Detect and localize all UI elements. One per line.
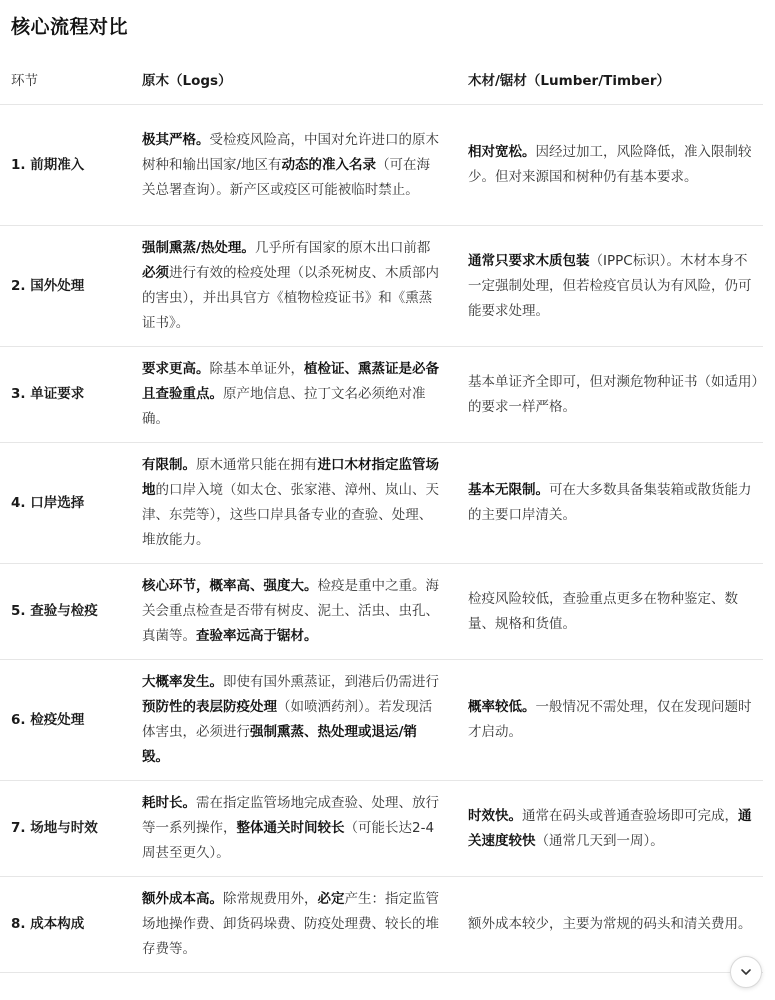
emphasis-text: 大概率发生。 [142,674,223,690]
body-text: 原产地信息、拉丁文名必须绝对准确。 [142,386,426,427]
body-text: 产生：指定监管场地操作费、卸货码垛费、防疫处理费、较长的堆存费等。 [142,891,439,957]
comparison-table [0,54,763,973]
emphasis-text: 强制熏蒸、热处理或退运/销毁。 [142,724,417,765]
logs-cell [131,877,457,973]
body-text: 受检疫风险高，中国对允许进口的原木树种和输出国家/地区有 [142,131,439,173]
lumber-cell [457,660,763,781]
emphasis-text: 通关速度较快 [468,807,752,849]
body-text: 进行有效的检疫处理（以杀死树皮、木质部内的害虫），并出具官方《植物检疫证书》和《熏蒸证书》。 [142,265,439,331]
stage-cell: 8. 成本构成 [0,877,131,973]
table-row [0,781,763,877]
body-text: 额外成本较少，主要为常规的码头和清关费用。 [468,916,752,932]
body-text: 可在大多数具备集装箱或散货能力的主要口岸清关。 [468,482,752,523]
logs-cell [131,347,457,443]
body-text: （IPPC标识）。木材本身不一定强制处理，但若检疫官员认为有风险，仍可能要求处理。 [468,252,752,319]
column-header-lumber: 木材/锯材（Lumber/Timber） [457,54,763,105]
table-row [0,564,763,660]
emphasis-text: 必须 [142,265,169,281]
body-text: 除常规费用外， [223,891,318,907]
body-text: 几乎所有国家的原木出口前都 [254,240,431,256]
lumber-cell [457,443,763,564]
emphasis-text: 植检证、熏蒸证是必备且查验重点。 [142,361,439,402]
lumber-cell [457,781,763,877]
lumber-cell [457,564,763,660]
stage-cell: 4. 口岸选择 [0,443,131,564]
body-text: 即使有国外熏蒸证，到港后仍需进行 [223,674,439,690]
scroll-down-button[interactable] [730,956,762,988]
chevron-down-icon [739,965,753,979]
body-text: 需在指定监管场地完成查验、处理、放行等一系列操作， [142,795,439,836]
logs-cell [131,781,457,877]
emphasis-text: 必定 [317,891,345,907]
table-row [0,877,763,973]
emphasis-text: 通常只要求木质包装 [468,252,590,269]
body-text: （可能长达2-4周甚至更久）。 [142,820,435,861]
table-row [0,226,763,347]
logs-cell [131,443,457,564]
body-text: 检疫是重中之重。海关会重点检查是否带有树皮、泥土、活虫、虫孔、真菌等。 [142,578,439,644]
body-text: 通常在码头或普通查验场即可完成， [522,807,738,824]
column-header-stage: 环节 [0,54,131,105]
table-header-row [0,54,763,105]
body-text: （通常几天到一周）。 [535,832,664,849]
emphasis-text: 要求更高。 [142,361,210,377]
table-row [0,105,763,226]
emphasis-text: 强制熏蒸/热处理。 [142,240,255,256]
stage-cell: 2. 国外处理 [0,226,131,347]
emphasis-text: 整体通关时间较长 [236,820,345,836]
emphasis-text: 有限制。 [142,457,196,473]
emphasis-text: 预防性的表层防疫处理 [142,699,277,715]
stage-cell: 6. 检疫处理 [0,660,131,781]
stage-cell: 3. 单证要求 [0,347,131,443]
body-text: 一般情况不需处理，仅在发现问题时才启动。 [468,699,752,740]
emphasis-text: 相对宽松。 [468,144,536,160]
stage-cell: 1. 前期准入 [0,105,131,226]
body-text: 原木通常只能在拥有 [196,457,318,473]
table-row [0,660,763,781]
logs-cell [131,226,457,347]
stage-cell: 7. 场地与时效 [0,781,131,877]
logs-cell [131,105,457,226]
column-header-logs: 原木（Logs） [131,54,457,105]
page-title: 核心流程对比 [11,16,129,38]
lumber-cell [457,105,763,226]
logs-cell [131,660,457,781]
lumber-cell [457,226,763,347]
stage-cell: 5. 查验与检疫 [0,564,131,660]
body-text: 基本单证齐全即可，但对濒危物种证书（如适用）的要求一样严格。 [468,373,759,415]
lumber-cell [457,347,763,443]
emphasis-text: 动态的准入名录 [281,156,377,173]
emphasis-text: 进口木材指定监管场地 [142,457,439,498]
emphasis-text: 时效快。 [468,807,522,824]
body-text: 除基本单证外， [209,361,304,377]
table-row [0,443,763,564]
emphasis-text: 基本无限制。 [468,482,549,498]
emphasis-text: 耗时长。 [142,795,196,811]
emphasis-text: 额外成本高。 [142,891,223,907]
logs-cell [131,564,457,660]
emphasis-text: 极其严格。 [142,131,210,148]
body-text: （可在海关总署查询）。新产区或疫区可能被临时禁止。 [142,156,431,198]
body-text: 的口岸入境（如太仓、张家港、漳州、岚山、天津、东莞等），这些口岸具备专业的查验、处理、堆放能力。 [142,482,439,548]
body-text: （如喷洒药剂）。若发现活体害虫，必须进行 [142,699,433,740]
body-text: 检疫风险较低，查验重点更多在物种鉴定、数量、规格和货值。 [468,590,738,632]
lumber-cell [457,877,763,973]
emphasis-text: 概率较低。 [468,699,536,715]
table-row [0,347,763,443]
body-text: 因经过加工，风险降低，准入限制较少。但对来源国和树种仍有基本要求。 [468,144,752,185]
emphasis-text: 核心环节，概率高、强度大。 [142,578,318,594]
emphasis-text: 查验率远高于锯材。 [196,628,318,644]
